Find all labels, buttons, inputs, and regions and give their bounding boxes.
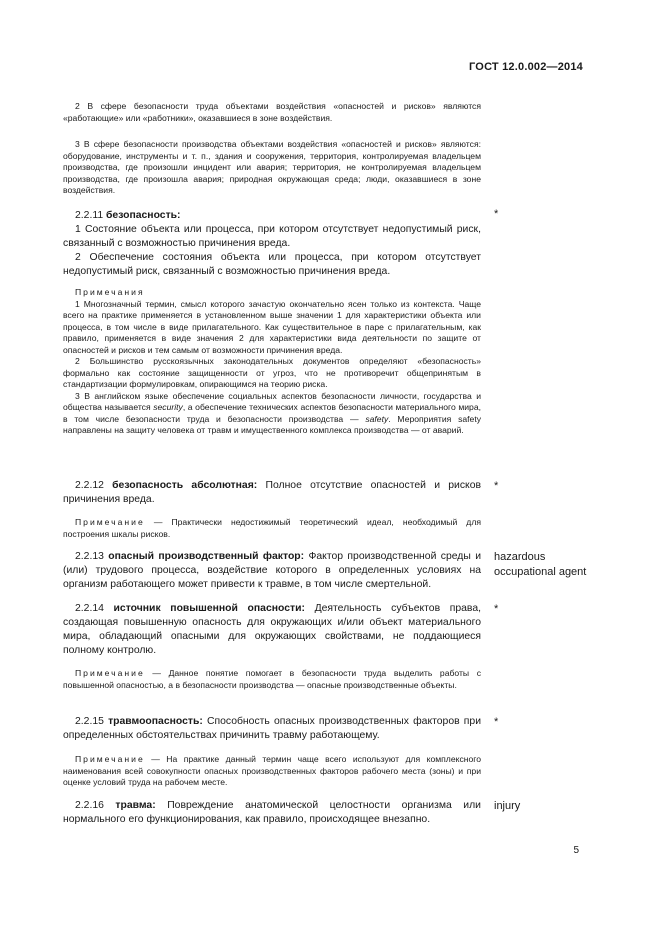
term-number: 2.2.14	[75, 603, 104, 614]
mark-2-2-11: *	[494, 208, 499, 220]
note-2: 2 В сфере безопасности труда объектами воздействия «опасностей и рисков» являются «работающие» или «работники», оказавшиеся в зоне воздействия.	[63, 101, 481, 123]
definition: Способность опасных производственных факторов при определенных обстоятельствах причинить травму работающему.	[63, 716, 481, 741]
note-2-2-12	[63, 517, 481, 540]
term-title: опасный производственный фактор:	[108, 551, 305, 562]
english-equivalent-2-2-13: hazardous occupational agent	[494, 551, 587, 578]
term-2-2-16	[63, 799, 481, 827]
definition: Фактор производственной среды и (или) трудового процесса, воздействие которого в определенных условиях на организм работающего может привести к травме, в том числе смертельной.	[63, 551, 481, 590]
term-title: травма:	[115, 800, 156, 811]
mark-2-2-12: *	[494, 480, 499, 492]
note-2: 2 Большинство русскоязычных законодательных документов определяют «безопасность» формально как состояние защищенности от угроз, что не противоречит общепринятым в стандартизации формулировкам, опирающимся на теорию риска.	[63, 356, 481, 389]
standard-header: ГОСТ 12.0.002—2014	[469, 61, 583, 73]
term-number: 2.2.15	[75, 716, 104, 727]
note-3: 3 В сфере безопасности производства объектами воздействия «опасностей и рисков» являются: оборудование, инструменты и т. п., здания и сооружения, территория, контролируемая владельцем производства, где произошли инцидент или авария; территория, не контролируемая владельцем производства, где произошла авария; природная окружающая среда; люди, оказавшиеся в зоне воздействия.	[63, 139, 481, 195]
note-text: — Данное понятие помогает в безопасности труда выделить работы с повышенной опасностью, а в безопасности производства — опасные производственные объекты.	[63, 668, 482, 690]
term-2-2-12	[63, 479, 481, 507]
term-title: травмоопасность:	[108, 716, 203, 727]
note-block-top	[63, 101, 481, 124]
note-2-2-14	[63, 668, 481, 691]
definition-1: 1 Состояние объекта или процесса, при котором отсутствует недопустимый риск, связанный с возможностью причинения вреда.	[63, 224, 481, 249]
term-2-2-15	[63, 715, 481, 743]
term-number: 2.2.11	[75, 210, 104, 221]
note-block-top-3	[63, 139, 481, 197]
note-3: 3 В английском языке обеспечение социальных аспектов безопасности личности, государства и общества называется security, а обеспечение технических аспектов безопасности материального мира, в том числе безопасности труда и безопасности производства — safety. Мероприятия safety направлены на защиту человека от травм и имущественного комплекса производства — от аварий.	[63, 390, 481, 435]
term-2-2-13	[63, 550, 481, 592]
term-title: источник повышенной опасности:	[113, 603, 305, 614]
note-1: 1 Многозначный термин, смысл которого зачастую окончательно ясен только из контекста. Чаще всего на практике применяется в установленном выше значении 1 для характеристики объекта или процесса, в том числе в виде прилагательного. Как существительное в паре с прилагательным, как правило, применяется в виде значения 2 для характеристики вида деятельности по защите от опасностей и рисков и тем самым от возможности причинения вреда.	[63, 298, 481, 355]
note-title: Примечание	[75, 668, 145, 678]
page-number: 5	[573, 845, 579, 856]
term-number: 2.2.12	[75, 480, 104, 491]
term-title: безопасность:	[106, 210, 181, 221]
definition-2: 2 Обеспечение состояния объекта или процесса, при котором отсутствует недопустимый риск, связанный с возможностью причинения вреда.	[63, 252, 481, 277]
note-text: — На практике данный термин чаще всего используют для комплексного наименования всей совокупности опасных производственных факторов рабочего места (зоны) и при оценке условий труда на рабочем месте.	[63, 754, 481, 787]
note-title: Примечание	[75, 517, 145, 527]
definition: Полное отсутствие опасностей и рисков причинения вреда.	[63, 480, 481, 505]
security-word: security	[153, 402, 183, 412]
definition: Деятельность субъектов права, создающая повышенную опасность для окружающих и/или объект материального мира, обладающий опасными для окружающих свойствами, не поддающиеся полному контролю.	[63, 603, 482, 656]
notes-2-2-11	[63, 287, 481, 437]
mark-2-2-14: *	[494, 603, 499, 615]
notes-title: Примечания	[75, 287, 145, 297]
term-number: 2.2.13	[75, 551, 104, 562]
note-title: Примечание	[75, 754, 145, 764]
term-title: безопасность абсолютная:	[112, 480, 258, 491]
term-2-2-14	[63, 602, 481, 658]
term-2-2-11	[63, 209, 481, 279]
safety-word: safety	[365, 413, 389, 424]
note-2-2-15	[63, 754, 481, 789]
note-text: — Практически недостижимый теоретический идеал, необходимый для построения шкалы рисков.	[63, 517, 481, 539]
term-number: 2.2.16	[75, 800, 104, 811]
english-equivalent-2-2-16: injury	[494, 800, 521, 812]
mark-2-2-15: *	[494, 716, 499, 728]
definition: Повреждение анатомической целостности организма или нормального его функционирования, как правило, происходящее внезапно.	[63, 800, 481, 825]
